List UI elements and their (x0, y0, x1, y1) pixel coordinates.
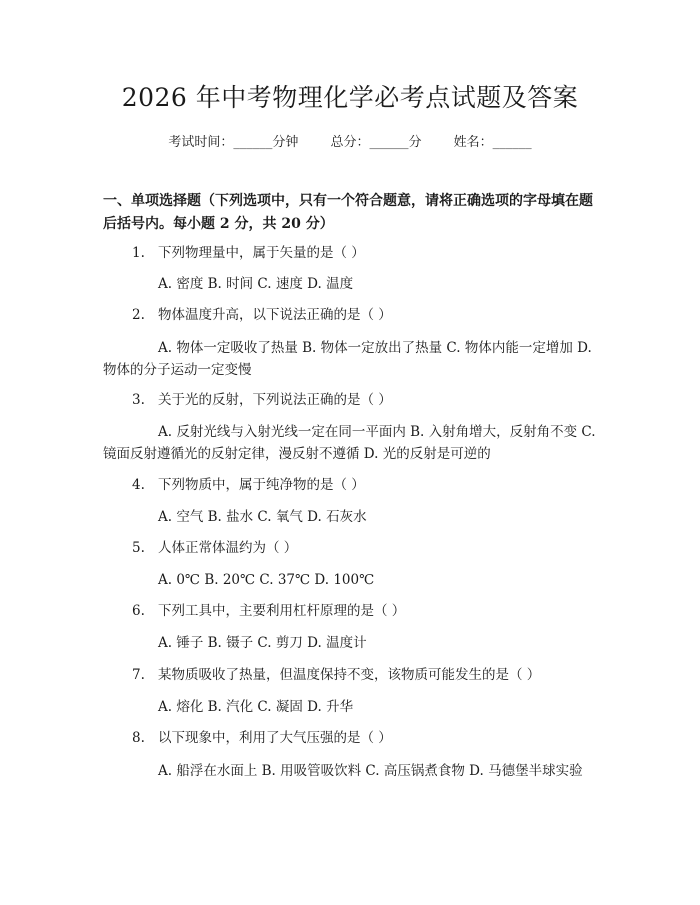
question-text: 人体正常体温约为（ ） (158, 540, 298, 556)
exam-total-score: 总分：______分 (330, 135, 422, 150)
question-text: 以下现象中，利用了大气压强的是（ ） (158, 730, 392, 746)
question-2-options: A. 物体一定吸收了热量 B. 物体一定放出了热量 C. 物体内能一定增加 D. 物体的分子运动一定变慢 (103, 340, 592, 378)
question-text: 物体温度升高，以下说法正确的是（ ） (158, 307, 392, 323)
page-title: 2026 年中考物理化学必考点试题及答案 (121, 83, 579, 112)
question-8-options: A. 船浮在水面上 B. 用吸管吸饮料 C. 高压锅煮食物 D. 马德堡半球实验 (158, 763, 583, 779)
question-number: 1. (132, 245, 145, 261)
question-number: 7. (132, 667, 145, 683)
question-number: 5. (132, 540, 145, 556)
question-number: 2. (132, 307, 145, 323)
question-1-options: A. 密度 B. 时间 C. 速度 D. 温度 (158, 276, 354, 292)
question-6-options: A. 锤子 B. 镊子 C. 剪刀 D. 温度计 (158, 635, 367, 651)
section-heading: 一、单项选择题（下列选项中，只有一个符合题意，请将正确选项的字母填在题后括号内。每小题 2 分，共 20 分） (103, 193, 593, 232)
question-text: 某物质吸收了热量，但温度保持不变，该物质可能发生的是（ ） (158, 667, 541, 683)
student-name: 姓名：______ (453, 135, 532, 150)
question-text: 下列工具中，主要利用杠杆原理的是（ ） (158, 603, 406, 619)
question-3 (132, 390, 602, 410)
question-number: 4. (132, 477, 145, 493)
question-4 (132, 475, 602, 495)
question-1 (132, 243, 602, 263)
question-5 (132, 538, 602, 558)
question-3-options: A. 反射光线与入射光线一定在同一平面内 B. 入射角增大，反射角不变 C. 镜面反射遵循光的反射定律，漫反射不遵循 D. 光的反射是可逆的 (103, 424, 596, 462)
exam-meta (0, 131, 700, 150)
question-5-options: A. 0℃ B. 20℃ C. 37℃ D. 100℃ (158, 572, 375, 588)
question-6 (132, 601, 602, 621)
question-8 (132, 728, 602, 748)
question-7-options: A. 熔化 B. 汽化 C. 凝固 D. 升华 (158, 699, 354, 715)
question-number: 8. (132, 730, 145, 746)
question-2 (132, 305, 602, 325)
question-text: 关于光的反射，下列说法正确的是（ ） (158, 392, 392, 408)
exam-time: 考试时间：______分钟 (168, 135, 299, 150)
question-7 (132, 665, 602, 685)
question-text: 下列物理量中，属于矢量的是（ ） (158, 245, 365, 261)
question-number: 6. (132, 603, 145, 619)
question-number: 3. (132, 392, 145, 408)
question-4-options: A. 空气 B. 盐水 C. 氧气 D. 石灰水 (158, 509, 367, 525)
question-text: 下列物质中，属于纯净物的是（ ） (158, 477, 365, 493)
